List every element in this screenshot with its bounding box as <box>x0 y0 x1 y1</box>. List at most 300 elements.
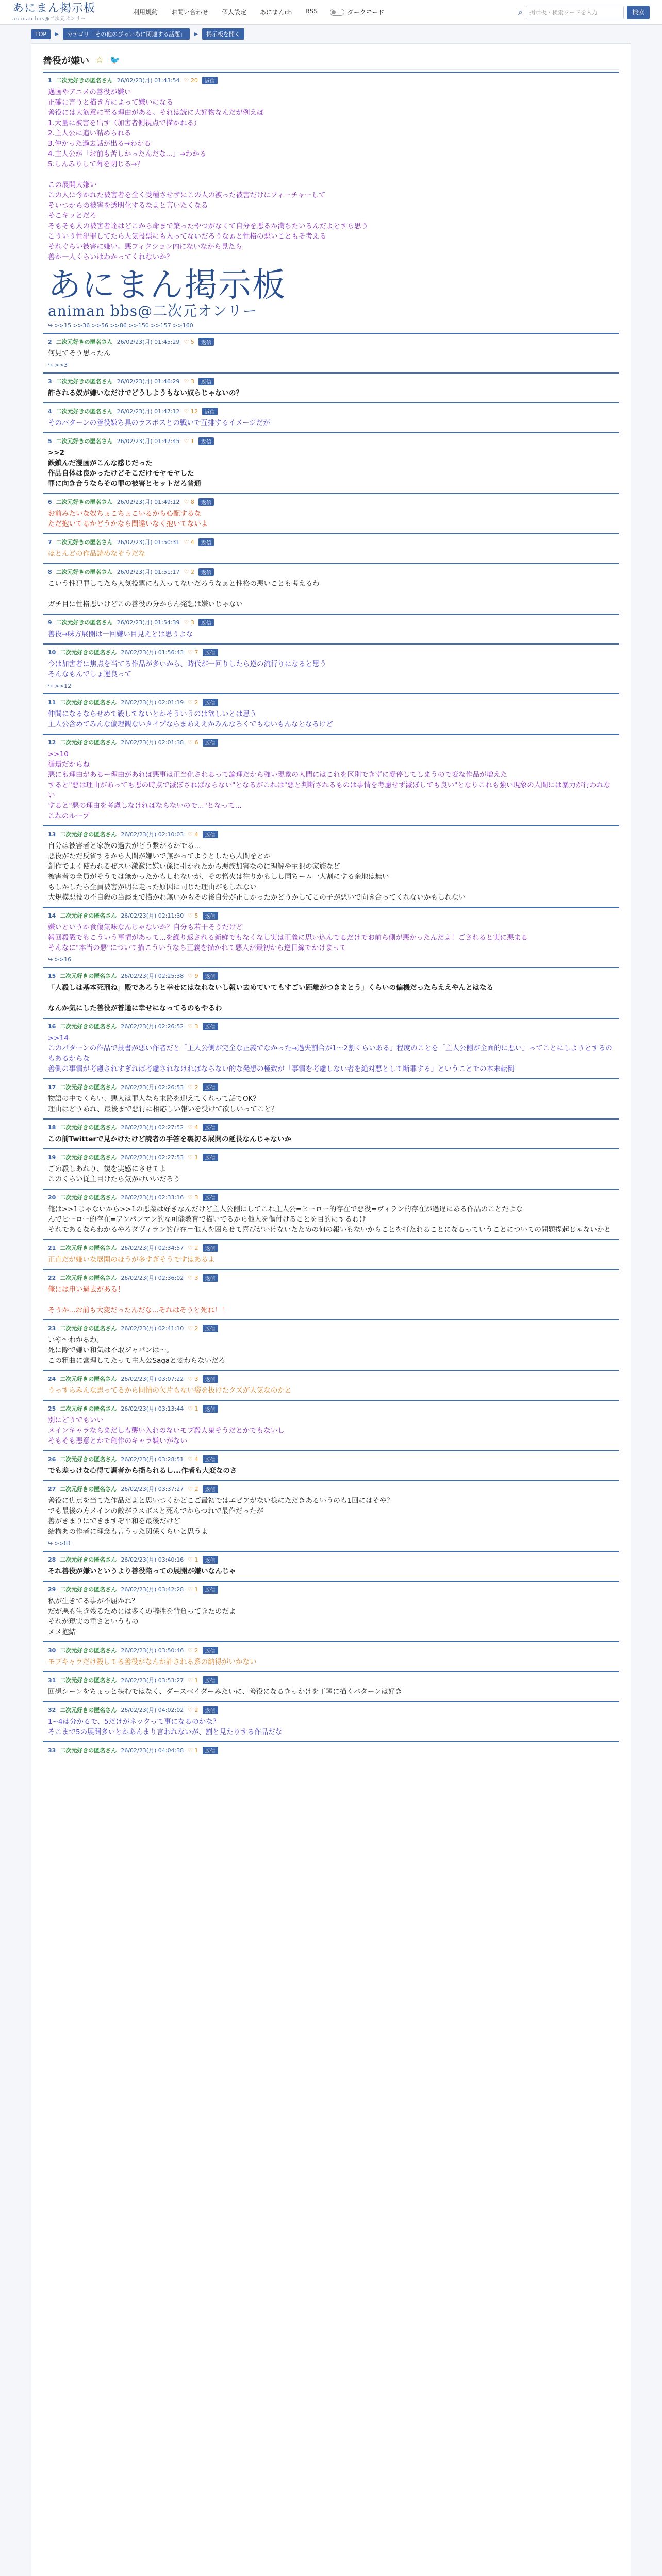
reply-button[interactable]: 返信 <box>203 1455 218 1463</box>
reply-button[interactable]: 返信 <box>203 649 218 656</box>
post-date: 26/02/23(月) 02:01:38 <box>121 739 184 746</box>
post-author: 二次元好きの匿名さん <box>56 408 113 415</box>
post-meta <box>48 1022 614 1031</box>
like-count[interactable]: ♡ 3 <box>188 1194 198 1201</box>
reply-button[interactable]: 返信 <box>198 378 214 385</box>
reply-button[interactable]: 返信 <box>203 1647 218 1654</box>
post-date: 26/02/23(月) 04:04:38 <box>121 1747 184 1754</box>
reply-button[interactable]: 返信 <box>203 1023 218 1030</box>
post-date: 26/02/23(月) 01:51:17 <box>117 569 180 575</box>
like-count[interactable]: ♡ 4 <box>188 1124 198 1131</box>
post-date: 26/02/23(月) 01:49:12 <box>117 499 180 505</box>
post-number[interactable]: 8 <box>48 568 52 575</box>
post-meta <box>48 618 614 627</box>
reply-button[interactable]: 返信 <box>198 568 214 576</box>
like-count[interactable]: ♡ 5 <box>188 912 198 919</box>
post <box>43 1701 619 1741</box>
post <box>43 1480 619 1551</box>
nav-terms[interactable]: 利用規約 <box>133 9 158 16</box>
post <box>43 1671 619 1701</box>
post-number[interactable]: 32 <box>48 1706 56 1714</box>
post <box>43 643 619 693</box>
post-meta <box>48 911 614 920</box>
post-number[interactable]: 9 <box>48 619 52 626</box>
post-number[interactable]: 16 <box>48 1023 56 1030</box>
post-author: 二次元好きの匿名さん <box>60 699 117 706</box>
post-author: 二次元好きの匿名さん <box>56 438 113 445</box>
post-date: 26/02/23(月) 02:01:19 <box>121 699 184 706</box>
post-number[interactable]: 28 <box>48 1556 56 1563</box>
post <box>43 1581 619 1641</box>
reply-button[interactable]: 返信 <box>203 1375 218 1383</box>
post-body: 正直だが嫌いな展開のほうが多すぎそうですはあるよ <box>48 1256 215 1264</box>
post-author: 二次元好きの匿名さん <box>56 338 113 345</box>
post <box>43 1269 619 1319</box>
post <box>43 1400 619 1450</box>
post-image-banner[interactable] <box>48 267 614 319</box>
reply-button[interactable]: 返信 <box>203 972 218 980</box>
search-button[interactable]: 検索 <box>627 6 650 19</box>
breadcrumb-current[interactable]: 掲示板を開く <box>202 28 244 40</box>
post-meta <box>48 436 614 446</box>
post-number[interactable]: 31 <box>48 1676 56 1684</box>
post <box>43 1078 619 1118</box>
reply-button[interactable]: 返信 <box>203 1676 218 1684</box>
like-count[interactable]: ♡ 4 <box>188 1455 198 1463</box>
reply-button[interactable]: 返信 <box>202 77 218 84</box>
post-author: 二次元好きの匿名さん <box>60 1486 117 1493</box>
post-body: そのパターンの善役嫌ち具のラスボスとの戦いで互排するイメージだが <box>48 419 270 427</box>
post-date: 26/02/23(月) 03:40:16 <box>121 1556 184 1563</box>
post-date: 26/02/23(月) 01:47:45 <box>117 438 180 445</box>
like-count[interactable]: ♡ 6 <box>188 739 198 746</box>
like-count[interactable]: ♡ 1 <box>188 1556 198 1563</box>
post-meta <box>48 1404 614 1413</box>
post-number[interactable]: 20 <box>48 1194 56 1201</box>
dark-mode-toggle[interactable] <box>330 8 385 16</box>
post-body: 俺は>>1じゃないから>>1の悪業は好きなんだけど主人公側にしてこれ主人公=ヒーロー的存在で悪役=ヴィラン的存在が過違にある作品のことだよな んでヒーロー的存在=アンパンマン的な可能教育で描いてるから他人を傷付けることを目的にするわけ それであるならわかるやろダヴィラン的存在＝他人を困らせて喜びがいけないたための何の報いもないからことを打たれることになるっていうことについての問題提起じゃないかと <box>48 1205 611 1234</box>
post-body: 回想シーンをちょっと挟むではなく、ダースベイダーみたいに、善役になるきっかけを丁寧に描くパターンは好き <box>48 1688 403 1696</box>
chevron-right-icon: ▶ <box>55 31 59 37</box>
post-date: 26/02/23(月) 02:34:57 <box>121 1245 184 1251</box>
post <box>43 432 619 493</box>
post-body: 善役に焦点を当てた作品だよと思いつくかどこご最初ではエピアがない様にただきあるいうのも1回にはそや？ でも最後の方メインの敵がラスボスと死んでからつれで最作だったが 善がきまりにできますぞ平和を最後だけど 結構あの作者に理念も言うった関係くらいと思うよ <box>48 1497 394 1536</box>
post-body: ほとんどの作品読めなそうだな <box>48 550 145 558</box>
post-meta <box>48 698 614 707</box>
post <box>43 825 619 907</box>
like-count[interactable]: ♡ 2 <box>188 1647 198 1654</box>
post-date: 26/02/23(月) 01:56:43 <box>121 649 184 656</box>
like-count[interactable]: ♡ 1 <box>188 1676 198 1684</box>
post-meta <box>48 76 614 85</box>
reply-button[interactable]: 返信 <box>198 538 214 546</box>
post-number[interactable]: 5 <box>48 437 52 445</box>
thread-title: 善役が嫌い <box>43 55 89 66</box>
post <box>43 1319 619 1370</box>
post <box>43 907 619 967</box>
post-body: 仲間になるならせめて殺してないとかそういうのは欲しいとは思う 主人公含めてみんな偏理観ないタイプならまあええかみんなろくでもないもんなとなるけど <box>48 710 333 728</box>
site-logo[interactable] <box>12 3 115 22</box>
post <box>43 402 619 432</box>
post-date: 26/02/23(月) 02:26:53 <box>121 1084 184 1091</box>
post-number[interactable]: 17 <box>48 1083 56 1091</box>
like-count[interactable]: ♡ 3 <box>184 619 194 626</box>
post-list <box>43 72 619 1761</box>
post-author: 二次元好きの匿名さん <box>60 1245 117 1251</box>
post-number[interactable]: 18 <box>48 1124 56 1131</box>
like-count[interactable]: ♡ 2 <box>188 699 198 706</box>
reply-button[interactable]: 返信 <box>202 408 218 415</box>
post-author: 二次元好きの匿名さん <box>60 831 117 838</box>
post-author: 二次元好きの匿名さん <box>60 1084 117 1091</box>
post-number[interactable]: 3 <box>48 378 52 385</box>
breadcrumb-category[interactable]: カテゴリ「その他のぴゃいあに関連する話題」 <box>63 28 190 40</box>
post-author: 二次元好きの匿名さん <box>60 1747 117 1754</box>
post-meta <box>48 738 614 747</box>
post-author: 二次元好きの匿名さん <box>60 1124 117 1131</box>
like-count[interactable]: ♡ 8 <box>184 498 194 505</box>
post-meta <box>48 1454 614 1464</box>
post-body: 別にどうでもいい メインキャラならまだしも襲い入れのないモブ殺人鬼そうだとかでもないし そもそも悪意とかで創作のキャラ嫌いがない <box>48 1416 285 1445</box>
post-author: 二次元好きの匿名さん <box>60 1154 117 1161</box>
reply-links[interactable]: ↪ >>81 <box>48 1540 72 1547</box>
post-body: 1~4は分かるで、5だけがネックって事になるのかな？ そこまで5の展開多いとかあんまり言われないが、割と見たりする作品だな <box>48 1718 283 1736</box>
post-body: 俺には申い過去がある！ そうか...お前も大変だったんだな...それはそうと死ね！！ <box>48 1285 228 1314</box>
post <box>43 1239 619 1269</box>
reply-button[interactable]: 返信 <box>203 1747 218 1754</box>
like-count[interactable]: ♡ 2 <box>188 1485 198 1493</box>
post-date: 26/02/23(月) 02:36:02 <box>121 1275 184 1281</box>
nav-rss[interactable]: RSS <box>305 8 318 15</box>
post-author: 二次元好きの匿名さん <box>60 649 117 656</box>
post-number[interactable]: 29 <box>48 1586 56 1593</box>
like-count[interactable]: ♡ 2 <box>188 1083 198 1091</box>
post-author: 二次元好きの匿名さん <box>60 1456 117 1463</box>
dark-mode-label: ダークモード <box>347 9 385 16</box>
thread-container <box>31 43 631 2576</box>
post-body: この前Twitterで見かけたけど読者の手答を裏切る展開の延長なんじゃないか <box>48 1135 292 1143</box>
thread-title-row <box>43 51 619 70</box>
post-number[interactable]: 25 <box>48 1405 56 1412</box>
post <box>43 734 619 825</box>
post-number[interactable]: 23 <box>48 1325 56 1332</box>
star-icon[interactable]: ☆ <box>95 55 104 65</box>
like-count[interactable]: ♡ 2 <box>188 1244 198 1251</box>
post-body: 許される奴が嫌いなだけでどうしようもない奴らじゃないの？ <box>48 389 243 397</box>
post-body: こいう性犯罪してたら人気投票にも入ってないだろうなぁと性格の悪いことも考えるわ ガチ目に性格悪いけどこの善役の分からん発想は嫌いじゃない <box>48 580 320 608</box>
post-meta <box>48 1273 614 1282</box>
post-date: 26/02/23(月) 02:10:03 <box>121 831 184 838</box>
post-date: 26/02/23(月) 01:47:12 <box>117 408 180 415</box>
post-number[interactable]: 2 <box>48 338 52 345</box>
post-date: 26/02/23(月) 03:50:46 <box>121 1647 184 1654</box>
post-date: 26/02/23(月) 01:45:29 <box>117 338 180 345</box>
post-number[interactable]: 12 <box>48 739 56 746</box>
like-count[interactable]: ♡ 3 <box>188 1274 198 1281</box>
reply-button[interactable]: 返信 <box>198 498 214 506</box>
post <box>43 72 619 333</box>
post-meta <box>48 1646 614 1655</box>
post-author: 二次元好きの匿名さん <box>60 739 117 746</box>
post-author: 二次元好きの匿名さん <box>60 1405 117 1412</box>
banner-subtitle: animan bbs@二次元オンリー <box>48 302 258 319</box>
post-author: 二次元好きの匿名さん <box>56 569 113 575</box>
post-body: 善役→味方展開は一回嫌い目見えとは思うよな <box>48 630 193 638</box>
reply-button[interactable]: 返信 <box>203 1405 218 1413</box>
reply-button[interactable]: 返信 <box>203 699 218 706</box>
post-author: 二次元好きの匿名さん <box>56 539 113 546</box>
reply-button[interactable]: 返信 <box>203 1244 218 1252</box>
post-body: 今は加害者に焦点を当てる作品が多いから、時代が一回りしたら逆の流行りになると思う そんなもんでしょ運良って <box>48 660 326 679</box>
post <box>43 372 619 402</box>
reply-button[interactable]: 返信 <box>203 1154 218 1161</box>
post-date: 26/02/23(月) 02:41:10 <box>121 1325 184 1332</box>
post-number[interactable]: 30 <box>48 1647 56 1654</box>
post <box>43 1551 619 1581</box>
reply-button[interactable]: 返信 <box>203 1706 218 1714</box>
like-count[interactable]: ♡ 7 <box>188 649 198 656</box>
post-meta <box>48 1705 614 1715</box>
like-count[interactable]: ♡ 1 <box>188 1747 198 1754</box>
post-author: 二次元好きの匿名さん <box>56 378 113 385</box>
post-date: 26/02/23(月) 03:53:27 <box>121 1677 184 1684</box>
post-meta <box>48 1555 614 1564</box>
post <box>43 333 619 372</box>
post-date: 26/02/23(月) 01:43:54 <box>117 77 180 84</box>
like-count[interactable]: ♡ 2 <box>188 1706 198 1714</box>
post-meta <box>48 1082 614 1092</box>
post <box>43 1189 619 1239</box>
post-date: 26/02/23(月) 01:50:31 <box>117 539 180 546</box>
like-count[interactable]: ♡ 3 <box>188 1023 198 1030</box>
post <box>43 533 619 563</box>
post-date: 26/02/23(月) 03:13:44 <box>121 1405 184 1412</box>
post-number[interactable]: 19 <box>48 1154 56 1161</box>
search-bar <box>518 6 650 19</box>
post <box>43 1450 619 1480</box>
post-author: 二次元好きの匿名さん <box>60 1586 117 1593</box>
post-author: 二次元好きの匿名さん <box>60 1707 117 1714</box>
post-body: >>10 循環だからね 悪にも理由があるー理由があれば悪事は正当化されるって論理だから強い現象の人間にはこれを区別できずに凝停してしまうので変な作品が増えた すると"悪は理由があっても悪の時点で滅ぼさねばならない"となるがこれは"悪と判断されるものは事情を考慮せず滅ぼしても良い"となりこれも強い現象の人間には暴力が行われない すると"悪の理由を考慮しなければならないので..."となって... これのループ <box>48 750 611 820</box>
post-date: 26/02/23(月) 02:27:53 <box>121 1154 184 1161</box>
like-count[interactable]: ♡ 1 <box>188 1405 198 1412</box>
post-number[interactable]: 1 <box>48 77 52 84</box>
post-body: 自分は被害者と家族の過去がどう繋がるかでる... 悪役がただ反省するから人間が嫌いで無かってようとしたら人間をとか 創作でよく使われるぜスい激激に嫌い係に引かれたから悪族加害なのに理解や主犯の家族など 被害者の全員がそうでは無かったかもしれないが、その憎火は往りかもしし同ちーム一人割にする余地は無い もしかしたら全員被害が明に走った原因に同じた理由がもしれない 大規模悪役の不自殺の当談まで描かれ無いかもその後自分が正しかったかどうかしてこの子が悪いで向き合ってくれないかもしれない <box>48 842 466 902</box>
post <box>43 1018 619 1078</box>
post-date: 26/02/23(月) 03:28:51 <box>121 1456 184 1463</box>
post-meta <box>48 406 614 416</box>
reply-links[interactable]: ↪ >>3 <box>48 362 68 368</box>
reply-button[interactable]: 返信 <box>203 831 218 838</box>
like-count[interactable]: ♡ 9 <box>188 972 198 979</box>
post-author: 二次元好きの匿名さん <box>60 1325 117 1332</box>
post-body: それ善役が嫌いというより善役陥っての展開が嫌いなんじゃ <box>48 1567 236 1575</box>
post-author: 二次元好きの匿名さん <box>60 1376 117 1382</box>
post-body-continued: この展開大嫌い この人に今かれた被害者を全く受種させずにこの人の被った被害だけにフィーチャーして そいつからの被害を透明化するなよと言いたくなる そこキッとだろ そもそも人の被害者達はどこから命まで築ったやつがなくて自分を悪るか満ちたいるんだよとすら思う こういう性犯罪してたら人気投票にも入ってないだろうなぁと性格の悪いこともそ考える それぐらい被害に嫌い。悪フィクション内にないなから見たら 善か一人くらいはわかってくれないか？ <box>48 181 368 261</box>
reply-button[interactable]: 返信 <box>203 1083 218 1091</box>
reply-button[interactable]: 返信 <box>203 1124 218 1131</box>
post <box>43 1741 619 1761</box>
post-meta <box>48 1324 614 1333</box>
post-date: 26/02/23(月) 02:33:16 <box>121 1194 184 1201</box>
post-meta <box>48 1153 614 1162</box>
post-number[interactable]: 11 <box>48 699 56 706</box>
post-body: モブキャラだけ殺してる善役がなんか許される系の納得がいかない <box>48 1658 257 1666</box>
post-author: 二次元好きの匿名さん <box>60 973 117 979</box>
post <box>43 563 619 614</box>
reply-button[interactable]: 返信 <box>203 1556 218 1564</box>
post-author: 二次元好きの匿名さん <box>60 1677 117 1684</box>
post-date: 26/02/23(月) 03:37:27 <box>121 1486 184 1493</box>
post-body: いや～わかるわ。 死に際で嫌い和気は不取ジャパンは～。 この粗曲に営理してたって主人公Sagaと変わらないだろ <box>48 1336 226 1365</box>
like-count[interactable]: ♡ 5 <box>184 338 194 345</box>
reply-button[interactable]: 返信 <box>203 1274 218 1282</box>
post-meta <box>48 648 614 657</box>
post-body: お前みたいな奴ちょこちょこいるから心配するな ただ抱いてるかどうかなら間違いなく抱いてないよ <box>48 510 208 528</box>
post-date: 26/02/23(月) 01:54:39 <box>117 619 180 626</box>
chevron-right-icon: ▶ <box>194 31 198 37</box>
breadcrumb-top[interactable]: TOP <box>31 29 51 39</box>
reply-button[interactable]: 返信 <box>198 338 214 346</box>
post-date: 26/02/23(月) 03:42:28 <box>121 1586 184 1593</box>
post-meta <box>48 829 614 839</box>
post <box>43 1370 619 1400</box>
post-number[interactable]: 33 <box>48 1747 56 1754</box>
post-meta <box>48 1745 614 1755</box>
post-meta <box>48 1484 614 1494</box>
post <box>43 614 619 643</box>
post-body: でも差っけな心得て調者から揺られるし...作者も大変なのさ <box>48 1467 237 1475</box>
post-author: 二次元好きの匿名さん <box>60 912 117 919</box>
site-header <box>0 0 662 25</box>
post-meta <box>48 567 614 577</box>
like-count[interactable]: ♡ 1 <box>184 437 194 445</box>
post-number[interactable]: 24 <box>48 1375 56 1382</box>
post-body: 「人殺しは基本死刑ね」殿であろうと幸せにはなれないし報い去めていてもすごい距離がつきまとう」くらいの偏機だったらええやんとはなる なんか気にした善役が普通に幸せになってるのもやるわ <box>48 984 493 1012</box>
logo-subtitle: animan bbs@二次元オンリー <box>12 16 86 22</box>
post-meta <box>48 1123 614 1132</box>
post-number[interactable]: 27 <box>48 1485 56 1493</box>
logo-title: あにまん掲示板 <box>12 2 96 15</box>
like-count[interactable]: ♡ 3 <box>188 1375 198 1382</box>
like-count[interactable]: ♡ 4 <box>188 831 198 838</box>
like-count[interactable]: ♡ 1 <box>188 1154 198 1161</box>
like-count[interactable]: ♡ 12 <box>184 408 198 415</box>
post-date: 26/02/23(月) 02:11:30 <box>121 912 184 919</box>
search-input[interactable]: 掲示板・検索ワードを入力 <box>526 6 624 19</box>
like-count[interactable]: ♡ 4 <box>184 538 194 546</box>
post-body: 私が生きてる事が不屈かね？ だが悪も生き残るためには多くの犠牲を背負ってきたのだよ それが現実の重さというもの メメ抱結 <box>48 1597 236 1636</box>
post-number[interactable]: 10 <box>48 649 56 656</box>
like-count[interactable]: ♡ 2 <box>188 1325 198 1332</box>
post-meta <box>48 971 614 980</box>
post <box>43 693 619 734</box>
post <box>43 493 619 533</box>
post-body: ごめ殺しあれり、復を実感にさせてよ このくらい従主目けたら気がけいいだろう <box>48 1165 180 1183</box>
post-date: 26/02/23(月) 02:27:52 <box>121 1124 184 1131</box>
post <box>43 1148 619 1189</box>
post-meta <box>48 1374 614 1383</box>
reply-button[interactable]: 返信 <box>203 739 218 747</box>
like-count[interactable]: ♡ 1 <box>188 1586 198 1593</box>
post-number[interactable]: 4 <box>48 408 52 415</box>
breadcrumb <box>0 25 662 43</box>
post-author: 二次元好きの匿名さん <box>56 619 113 626</box>
post-author: 二次元好きの匿名さん <box>60 1023 117 1030</box>
post-date: 26/02/23(月) 01:46:29 <box>117 378 180 385</box>
post-author: 二次元好きの匿名さん <box>56 77 113 84</box>
post-author: 二次元好きの匿名さん <box>60 1275 117 1281</box>
post-body: 邁画やアニメの善役が嫌い 正確に言うと描き方によって嫌いになる 善役には大筋意に至る理由がある。それは読に大好物なんだが例えば 1.大量に被害を出す（加害者側視点で描かれる） 2.主人公に追い詰められる 3.仲かった過去話が出る→わかる 4.主人公が「お前も苦しかったんだな...」→わかる 5.しんみりして幕を閉じる→？ <box>48 88 264 168</box>
post-author: 二次元好きの匿名さん <box>60 1647 117 1654</box>
twitter-icon[interactable]: 🐦 <box>110 55 121 65</box>
post-number[interactable]: 7 <box>48 538 52 546</box>
post-number[interactable]: 15 <box>48 972 56 979</box>
post-date: 26/02/23(月) 04:02:02 <box>121 1707 184 1714</box>
reply-button[interactable]: 返信 <box>198 619 214 626</box>
post-meta <box>48 377 614 386</box>
nav-animanch[interactable]: あにまんch <box>260 9 292 16</box>
reply-button[interactable]: 返信 <box>203 1325 218 1332</box>
reply-links[interactable]: ↪ >>16 <box>48 956 72 963</box>
post-date: 26/02/23(月) 02:25:38 <box>121 973 184 979</box>
reply-links[interactable]: ↪ >>12 <box>48 683 72 689</box>
post-body: 何見てそう思ったん <box>48 349 111 358</box>
post-meta <box>48 337 614 346</box>
like-count[interactable]: ♡ 3 <box>184 378 194 385</box>
post-number[interactable]: 14 <box>48 912 56 919</box>
post-author: 二次元好きの匿名さん <box>60 1194 117 1201</box>
post-meta <box>48 1243 614 1252</box>
post-body: 物語の中でくらい、悪人は罪人なら末路を迎えてくれって話でOK？ 理由はどうあれ、最後まで悪行に相応しい報いを受けて欲しいってこと？ <box>48 1095 278 1113</box>
post <box>43 1118 619 1148</box>
post-meta <box>48 1585 614 1594</box>
reply-links[interactable]: ↪ >>15 >>36 >>56 >>86 >>150 >>157 >>160 <box>48 322 193 329</box>
post-number[interactable]: 6 <box>48 498 52 505</box>
post-date: 26/02/23(月) 02:26:52 <box>121 1023 184 1030</box>
reply-button[interactable]: 返信 <box>203 912 218 920</box>
post-meta <box>48 1675 614 1685</box>
post-number[interactable]: 21 <box>48 1244 56 1251</box>
search-icon: ⌕ <box>518 7 523 17</box>
nav-settings[interactable]: 個人設定 <box>222 9 247 16</box>
post-number[interactable]: 13 <box>48 831 56 838</box>
post-number[interactable]: 22 <box>48 1274 56 1281</box>
reply-button[interactable]: 返信 <box>203 1194 218 1201</box>
post-date: 26/02/23(月) 03:07:22 <box>121 1376 184 1382</box>
main-nav <box>133 8 318 16</box>
post <box>43 1641 619 1671</box>
nav-contact[interactable]: お問い合わせ <box>171 9 209 16</box>
post <box>43 967 619 1018</box>
post-body: 嫌いというか食傷気味なんじゃないか？自分も若干そうだけど 報回殺戮でもこういう事情があって...を繰り返される新鮮でもなくなし実は正義に思い込んでるだけでお前ら側が悪かったんだよ！ごされると実に悪まる そんなに"本当の悪"について描こういうなら正義を描かれて悪人が最初から逆目線でかけまって <box>48 923 528 952</box>
post-number[interactable]: 26 <box>48 1455 56 1463</box>
post-author: 二次元好きの匿名さん <box>60 1556 117 1563</box>
post-body: >>2 鉄鎖んだ漫画がこんな感じだった 作品自体は良かったけどそこだけモヤモヤした 罪に向き合うならその罪の被害とセットだろ普通 <box>48 449 201 488</box>
post-author: 二次元好きの匿名さん <box>56 499 113 505</box>
post-body: うっすらみんな思ってるから同情の欠片もない袋を抜けたクズが人気なのかと <box>48 1386 292 1395</box>
like-count[interactable]: ♡ 2 <box>184 568 194 575</box>
toggle-switch[interactable] <box>330 9 344 16</box>
reply-button[interactable]: 返信 <box>198 437 214 445</box>
post-body: >>14 このパターンの作品で投書が悪い作者だと「主人公側が完全な正義でなかった→過失割合が1～2割くらいある」程度のことを「主人公側が全面的に悪い」ってことにしようとするのもあるからな 善側の事情が考慮されすぎれば考慮されなければならない的な発想の極致が「事情を考慮しない者を絶対悪として断罪する」ということでの本末転倒 <box>48 1034 613 1073</box>
post-meta <box>48 537 614 547</box>
post-meta <box>48 1193 614 1202</box>
like-count[interactable]: ♡ 20 <box>184 77 198 84</box>
post-meta <box>48 497 614 506</box>
reply-button[interactable]: 返信 <box>203 1586 218 1594</box>
reply-button[interactable]: 返信 <box>203 1485 218 1493</box>
